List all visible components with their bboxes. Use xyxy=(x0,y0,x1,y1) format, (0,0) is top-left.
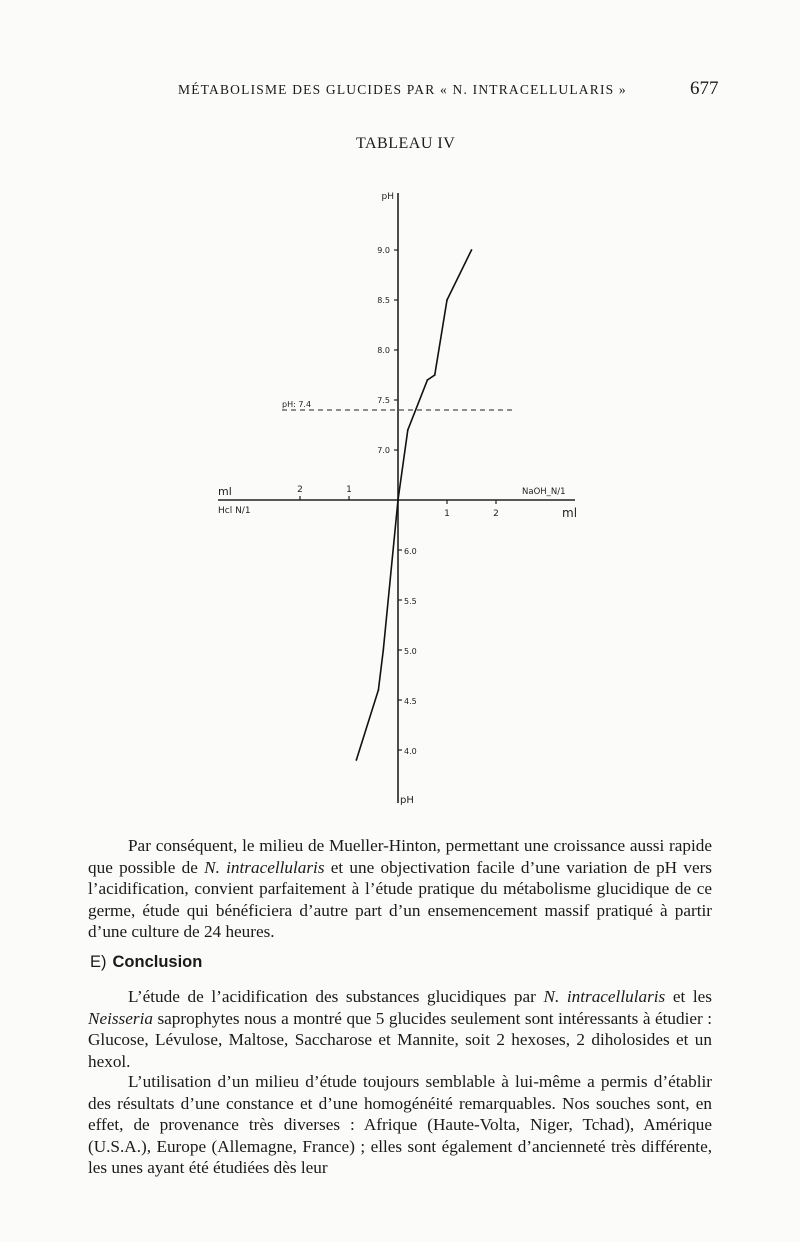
x-tick-label-right: 2 xyxy=(493,509,499,519)
chart-axes xyxy=(218,193,578,803)
y-tick-label-lower: 5.5 xyxy=(404,597,417,606)
page-number: 677 xyxy=(690,78,719,99)
paragraph-1-text-b: et une objectivation facile d’une variation de pH vers l’acidification, convient parfaitement à l’étude pratique du métabolisme glucidique de ce germe, étude qui bénéficiera d’autre part d’un ensemencement massif pratiqué à partir d’une culture de 24 heures. xyxy=(88,857,712,942)
paragraph-2-species: N. intracellularis xyxy=(543,987,666,1007)
y-axis-top-label: pH xyxy=(381,192,394,202)
y-tick-label-lower: 5.0 xyxy=(404,647,417,656)
series-naoh-point xyxy=(471,249,473,251)
y-tick-label-upper: 8.0 xyxy=(377,346,390,355)
section-letter: E) xyxy=(90,953,107,971)
table-title: TABLEAU IV xyxy=(356,135,456,152)
y-tick-label-upper: 7.0 xyxy=(377,446,390,455)
paragraph-2-genus: Neisseria xyxy=(88,1008,153,1028)
x-tick-label-left: 1 xyxy=(346,485,352,495)
x-axis-left-label: ml xyxy=(218,485,232,498)
y-tick-label-lower: 4.0 xyxy=(404,747,417,756)
series-naoh-point xyxy=(446,299,448,301)
series-naoh-point xyxy=(407,429,409,431)
paragraph-1 xyxy=(88,835,712,943)
y-tick-label-lower: 6.0 xyxy=(404,547,417,556)
y-tick-label-upper: 9.0 xyxy=(377,246,390,255)
paragraph-1-species: N. intracellularis xyxy=(204,857,325,877)
y-tick-label-upper: 8.5 xyxy=(377,296,390,305)
paragraph-2 xyxy=(88,986,712,1072)
y-axis-bottom-label: pH xyxy=(400,795,414,806)
paragraph-2-text-c: saprophytes nous a montré que 5 glucides seulement sont intéressants à étudier : Glucose, Lévulose, Maltose, Saccharose et Mannite, soit 2 hexoses, 2 diholosides et un hexol. xyxy=(88,1008,712,1071)
paragraph-3: L’utilisation d’un milieu d’étude toujours semblable à lui-même a permis d’établir des résultats d’une constance et d’une homogénéité remarquables. Nos souches sont, en effet, de provenance très diverses : Afrique (Haute-Volta, Niger, Tchad), Amérique (U.S.A.), Europe (Allemagne, France) ; elles sont également d’ancienneté très différente, les unes ayant été étudiées dès leur xyxy=(88,1072,712,1178)
section-heading xyxy=(90,953,202,972)
series-naoh-point xyxy=(427,379,429,381)
paragraph-2-text-b: et les xyxy=(665,987,712,1007)
section-title: Conclusion xyxy=(112,953,203,971)
series-hcl-point xyxy=(378,689,380,691)
paragraph-2-text-a: L’étude de l’acidification des substances glucidiques par xyxy=(128,987,544,1007)
x-axis-right-sublabel: ml xyxy=(562,506,578,520)
paragraph-1-text-a: Par conséquent, le milieu de Mueller-Hinton, permettant une croissance aussi rapide que possible de xyxy=(88,836,712,877)
titration-chart xyxy=(200,175,620,815)
x-axis-right-label: NaOH_N/1 xyxy=(522,487,566,497)
ph-reference-label: pH: 7.4 xyxy=(282,400,312,409)
x-tick-label-right: 1 xyxy=(444,509,450,519)
series-hcl-point xyxy=(397,499,399,501)
series-hcl-point xyxy=(355,759,357,761)
running-title: MÉTABOLISME DES GLUCIDES PAR « N. INTRACELLULARIS » xyxy=(178,82,627,97)
series-hcl-point xyxy=(382,649,384,651)
y-tick-label-upper: 7.5 xyxy=(377,396,390,405)
x-axis-left-sublabel: Hcl N/1 xyxy=(218,506,251,516)
series-naoh-point xyxy=(434,374,436,376)
series-hcl-line xyxy=(356,500,398,760)
y-tick-label-lower: 4.5 xyxy=(404,697,417,706)
x-tick-label-left: 2 xyxy=(297,485,303,495)
chart-series xyxy=(355,249,472,761)
